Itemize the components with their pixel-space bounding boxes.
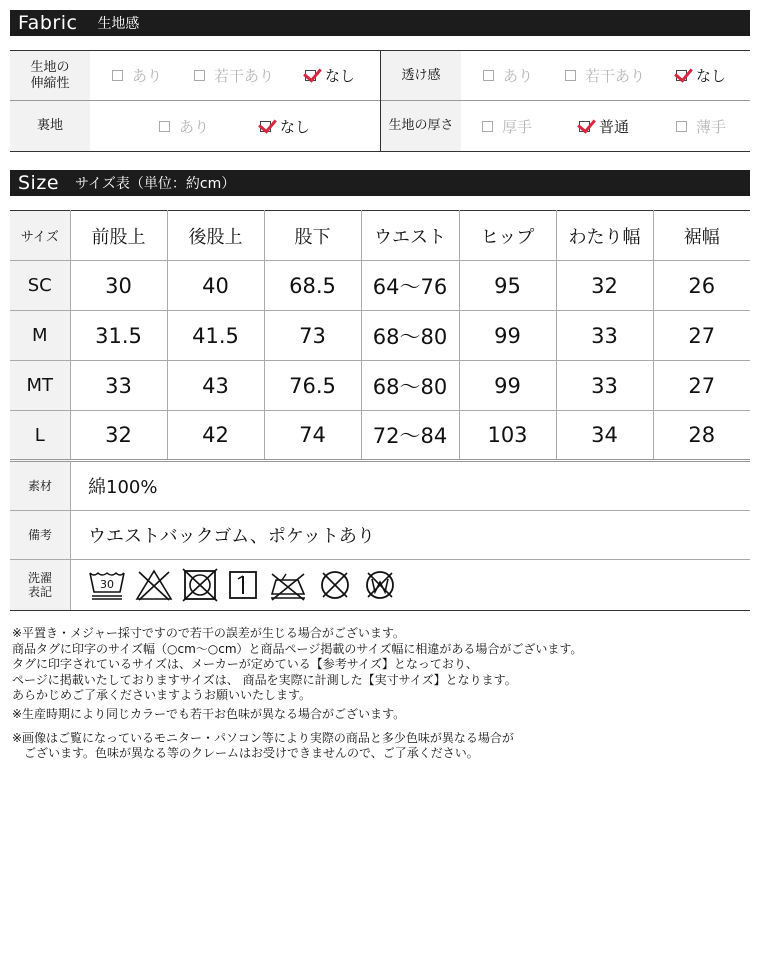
care-label: 洗濯 表記 (10, 560, 71, 610)
fabric-section-header (10, 10, 750, 36)
no-iron-icon (268, 568, 308, 602)
lining-label: 裏地 (10, 101, 90, 151)
table-cell: 74 (264, 411, 361, 461)
check-mark-icon (258, 114, 277, 133)
table-cell: 68〜80 (361, 311, 459, 361)
column-header: わたり幅 (556, 211, 653, 261)
line-dry-icon (227, 568, 259, 602)
no-dry-clean-icon (317, 568, 353, 602)
table-cell: 27 (653, 311, 750, 361)
checkbox-icon (194, 70, 205, 81)
table-row (10, 261, 750, 311)
size-column-header: サイズ (10, 211, 70, 261)
size-table (10, 210, 750, 462)
thickness-label: 生地の厚さ (381, 101, 461, 151)
size-title: Size (18, 172, 60, 194)
table-cell: 33 (556, 311, 653, 361)
checked-checkbox-icon (305, 70, 316, 81)
table-row (10, 411, 750, 461)
column-header: 股下 (264, 211, 361, 261)
footnotes (12, 626, 752, 762)
table-cell: 99 (459, 311, 556, 361)
lining-option-yes[interactable]: あり (159, 101, 209, 151)
table-cell: 68.5 (264, 261, 361, 311)
column-header: ヒップ (459, 211, 556, 261)
footnote: タグに印字されているサイズは、メーカーが定めている【参考サイズ】となっており、 (12, 657, 478, 672)
table-row (10, 361, 750, 411)
checkbox-icon (482, 121, 493, 132)
footnote: 商品タグに印字のサイズ幅（○cm〜○cm）と商品ページ掲載のサイズ幅に相違がある場合がございます。 (12, 641, 583, 656)
check-mark-icon (577, 114, 596, 133)
no-bleach-icon (135, 568, 173, 602)
svg-text:30: 30 (100, 578, 114, 591)
checkbox-icon (676, 121, 687, 132)
fabric-table (10, 50, 750, 152)
thickness-option-normal[interactable]: 普通 (579, 101, 629, 151)
footnote: ございます。色味が異なる等のクレームはお受けできませんので、ご了承ください。 (12, 746, 479, 761)
info-table (10, 462, 750, 611)
table-cell: 26 (653, 261, 750, 311)
material-value: 綿100% (88, 477, 158, 498)
stretch-option-slight[interactable]: 若干あり (194, 51, 274, 100)
size-label: M (10, 311, 70, 361)
fabric-title: Fabric (18, 12, 78, 34)
table-cell: 68〜80 (361, 361, 459, 411)
remarks-label: 備考 (10, 511, 71, 559)
remarks-row (10, 511, 750, 560)
checked-checkbox-icon (579, 121, 590, 132)
sheer-option-slight[interactable]: 若干あり (565, 51, 645, 100)
stretch-label: 生地の 伸縮性 (10, 51, 90, 100)
column-header: 裾幅 (653, 211, 750, 261)
sheer-option-yes[interactable]: あり (483, 51, 533, 100)
wash-30-icon (88, 568, 126, 602)
stretch-option-yes[interactable]: あり (112, 51, 162, 100)
no-tumble-dry-icon (182, 568, 218, 602)
table-row (10, 311, 750, 361)
thickness-option-thick[interactable]: 厚手 (482, 101, 532, 151)
checked-checkbox-icon (260, 121, 271, 132)
remarks-value: ウエストバックゴム、ポケットあり (88, 526, 375, 547)
table-cell: 33 (556, 361, 653, 411)
footnote: ※生産時期により同じカラーでも若干お色味が異なる場合がございます。 (12, 706, 406, 721)
fabric-column-divider (380, 51, 381, 151)
check-mark-icon (674, 63, 693, 82)
lining-option-no[interactable]: なし (260, 101, 310, 151)
sheer-option-no[interactable]: なし (676, 51, 726, 100)
fabric-subtitle: 生地感 (97, 16, 140, 32)
footnote: ページに掲載いたしておりますサイズは、 商品を実際に計測した【実寸サイズ】となります。 (12, 672, 517, 687)
table-cell: 103 (459, 411, 556, 461)
table-cell: 41.5 (167, 311, 264, 361)
thickness-option-thin[interactable]: 薄手 (676, 101, 726, 151)
table-cell: 40 (167, 261, 264, 311)
size-label: L (10, 411, 70, 461)
table-cell: 43 (167, 361, 264, 411)
table-cell: 28 (653, 411, 750, 461)
table-cell: 32 (70, 411, 167, 461)
column-header: 前股上 (70, 211, 167, 261)
size-section-header (10, 170, 750, 196)
check-mark-icon (303, 63, 322, 82)
checkbox-icon (565, 70, 576, 81)
size-label: SC (10, 261, 70, 311)
table-cell: 76.5 (264, 361, 361, 411)
table-cell: 31.5 (70, 311, 167, 361)
material-row (10, 462, 750, 511)
footnote: ※画像はご覧になっているモニター・パソコン等により実際の商品と多少色味が異なる場合が (12, 730, 514, 745)
table-cell: 42 (167, 411, 264, 461)
table-cell: 33 (70, 361, 167, 411)
column-header: ウエスト (361, 211, 459, 261)
footnote: ※平置き・メジャー採寸ですので若干の誤差が生じる場合がございます。 (12, 626, 405, 640)
table-cell: 32 (556, 261, 653, 311)
size-subtitle: サイズ表（単位：約cm） (75, 176, 236, 192)
stretch-option-no[interactable]: なし (305, 51, 355, 100)
table-cell: 30 (70, 261, 167, 311)
table-cell: 27 (653, 361, 750, 411)
sheer-label: 透け感 (381, 51, 461, 100)
no-wet-clean-icon (362, 568, 398, 602)
size-label: MT (10, 361, 70, 411)
table-cell: 73 (264, 311, 361, 361)
footnote: あらかじめご了承くださいますようお願いいたします。 (12, 688, 312, 703)
table-cell: 72〜84 (361, 411, 459, 461)
checkbox-icon (112, 70, 123, 81)
column-header: 後股上 (167, 211, 264, 261)
table-cell: 64〜76 (361, 261, 459, 311)
checkbox-icon (483, 70, 494, 81)
table-cell: 34 (556, 411, 653, 461)
care-row (10, 560, 750, 610)
table-cell: 99 (459, 361, 556, 411)
material-label: 素材 (10, 462, 71, 510)
table-cell: 95 (459, 261, 556, 311)
care-icons (88, 568, 398, 602)
checked-checkbox-icon (676, 70, 687, 81)
size-table-header-row (10, 211, 750, 261)
checkbox-icon (159, 121, 170, 132)
